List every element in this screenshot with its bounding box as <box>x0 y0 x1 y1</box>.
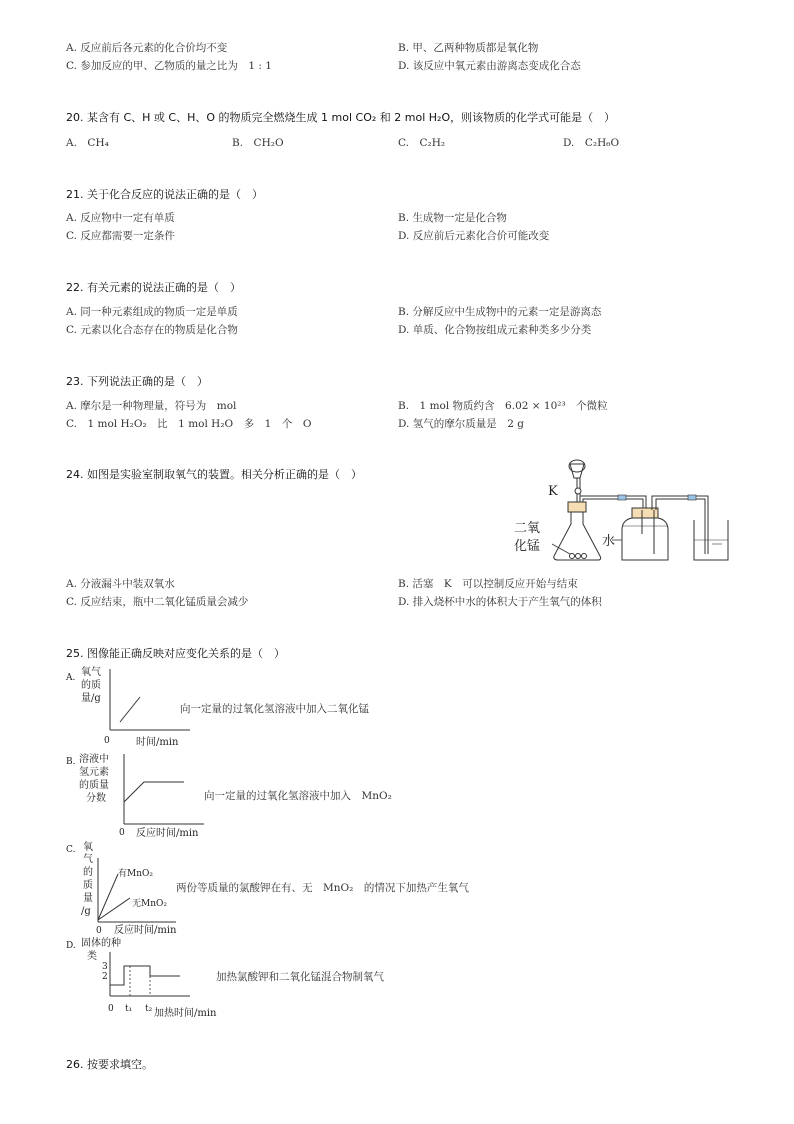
graph-c-ylabel-2: 气 <box>83 854 93 865</box>
graph-c-ylabel-6: /g <box>81 906 91 917</box>
graph-d-y2: 2 <box>102 972 108 982</box>
graph-b-origin: 0 <box>119 828 125 838</box>
graph-d-y3: 3 <box>102 962 108 972</box>
graph-c-origin: 0 <box>96 926 102 936</box>
mno2-label-line1: 二氧 <box>514 521 541 536</box>
graph-c-ylabel-1: 氧 <box>83 842 93 853</box>
graph-c-ylabel-3: 的 <box>83 867 93 878</box>
q24-stem: 24. 如图是实验室制取氧气的装置。相关分析正确的是（ ） <box>66 468 362 481</box>
graph-d-ylabel-2: 类 <box>87 951 97 962</box>
graph-a-ylabel-2: 的质 <box>81 680 101 691</box>
q20-option-d: D. C₂H₆O <box>563 137 620 149</box>
q23-stem: 23. 下列说法正确的是（ ） <box>66 375 208 388</box>
stopcock-k <box>575 488 581 494</box>
graph-c-xlabel: 反应时间/min <box>114 925 177 936</box>
q24-option-b: B. 活塞 K 可以控制反应开始与结束 <box>398 578 578 590</box>
mno2-label-line2: 化锰 <box>514 539 541 554</box>
graph-d-origin: 0 <box>108 1004 114 1014</box>
q24-option-d: D. 排入烧杯中水的体积大于产生氧气的体积 <box>398 596 602 608</box>
q22-option-c: C. 元素以化合态存在的物质是化合物 <box>66 324 238 336</box>
q26-stem: 26. 按要求填空。 <box>66 1058 153 1071</box>
q23-option-a: A. 摩尔是一种物理量，符号为 mol <box>66 400 237 412</box>
q20-option-b: B. CH₂O <box>232 137 284 149</box>
graph-c-desc: 两份等质量的氯酸钾在有、无 MnO₂ 的情况下加热产生氧气 <box>176 882 469 894</box>
q24-option-c: C. 反应结束，瓶中二氧化锰质量会减少 <box>66 596 249 608</box>
graph-b-ylabel-2: 氢元素 <box>79 767 109 778</box>
graph-d-ylabel-1: 固体的种 <box>81 938 121 949</box>
graph-a <box>64 664 194 750</box>
q23-option-c: C. 1 mol H₂O₂ 比 1 mol H₂O 多 1 个 O <box>66 418 312 430</box>
q21-option-b: B. 生成物一定是化合物 <box>398 212 507 224</box>
q22-option-b: B. 分解反应中生成物中的元素一定是游离态 <box>398 306 602 318</box>
graph-d-letter: D. <box>66 941 76 951</box>
q21-option-c: C. 反应都需要一定条件 <box>66 230 175 242</box>
oxygen-apparatus-figure <box>508 458 768 570</box>
graph-a-origin: 0 <box>104 736 110 746</box>
graph-b-ylabel-1: 溶液中 <box>79 754 109 765</box>
graph-c-label-without: 无MnO₂ <box>132 899 167 909</box>
graph-b-desc: 向一定量的过氧化氢溶液中加入 MnO₂ <box>204 790 392 802</box>
q23-option-d: D. 氢气的摩尔质量是 2 g <box>398 418 524 430</box>
graph-b-xlabel: 反应时间/min <box>136 828 199 839</box>
q23-option-b: B. 1 mol 物质约含 6.02 × 10²³ 个微粒 <box>398 400 608 412</box>
q21-option-d: D. 反应前后元素化合价可能改变 <box>398 230 550 242</box>
graph-c <box>64 840 189 936</box>
q25-stem: 25. 图像能正确反映对应变化关系的是（ ） <box>66 647 285 660</box>
graph-d-t1: t₁ <box>125 1004 133 1014</box>
graph-d-t2: t₂ <box>145 1004 153 1014</box>
graph-c-label-with: 有MnO₂ <box>118 869 153 879</box>
q20-option-c: C. C₂H₂ <box>398 137 446 149</box>
graph-a-desc: 向一定量的过氧化氢溶液中加入二氧化锰 <box>180 703 369 715</box>
q24-option-a: A. 分液漏斗中装双氧水 <box>66 578 175 590</box>
graph-b <box>64 750 209 840</box>
graph-d-xlabel: 加热时间/min <box>154 1008 217 1019</box>
q22-option-a: A. 同一种元素组成的物质一定是单质 <box>66 306 238 318</box>
graph-b-letter: B. <box>66 757 76 767</box>
graph-a-xlabel: 时间/min <box>136 737 179 748</box>
graph-b-ylabel-3: 的质量 <box>79 780 109 791</box>
q20-stem: 20. 某含有 C、H 或 C、H、O 的物质完全燃烧生成 1 mol CO₂ 和 2 mol H₂O，则该物质的化学式可能是（ ） <box>66 111 616 124</box>
graph-a-ylabel-3: 量/g <box>81 693 101 704</box>
q19-option-d: D. 该反应中氧元素由游离态变成化合态 <box>398 60 581 72</box>
water-label: 水 <box>602 534 616 549</box>
graph-c-letter: C. <box>66 845 76 855</box>
q21-option-a: A. 反应物中一定有单质 <box>66 212 175 224</box>
graph-a-ylabel-1: 氧气 <box>81 667 101 678</box>
q20-option-a: A. CH₄ <box>66 137 109 149</box>
graph-c-ylabel-5: 量 <box>83 893 93 904</box>
q22-stem: 22. 有关元素的说法正确的是（ ） <box>66 281 241 294</box>
graph-d-desc: 加热氯酸钾和二氧化锰混合物制氧气 <box>216 971 384 983</box>
graph-b-ylabel-4: 分数 <box>86 793 106 804</box>
graph-c-ylabel-4: 质 <box>83 880 93 891</box>
q19-option-b: B. 甲、乙两种物质都是氧化物 <box>398 42 539 54</box>
graph-b-line <box>124 782 184 802</box>
valve-label-k: K <box>548 484 558 499</box>
q19-option-a: A. 反应前后各元素的化合价均不变 <box>66 42 228 54</box>
graph-d-line <box>110 966 180 985</box>
graph-a-letter: A. <box>66 673 76 683</box>
graph-d <box>64 936 224 1022</box>
q21-stem: 21. 关于化合反应的说法正确的是（ ） <box>66 188 263 201</box>
q19-option-c: C. 参加反应的甲、乙物质的量之比为 1 : 1 <box>66 60 272 72</box>
graph-a-line <box>120 697 140 722</box>
q22-option-d: D. 单质、化合物按组成元素种类多少分类 <box>398 324 592 336</box>
